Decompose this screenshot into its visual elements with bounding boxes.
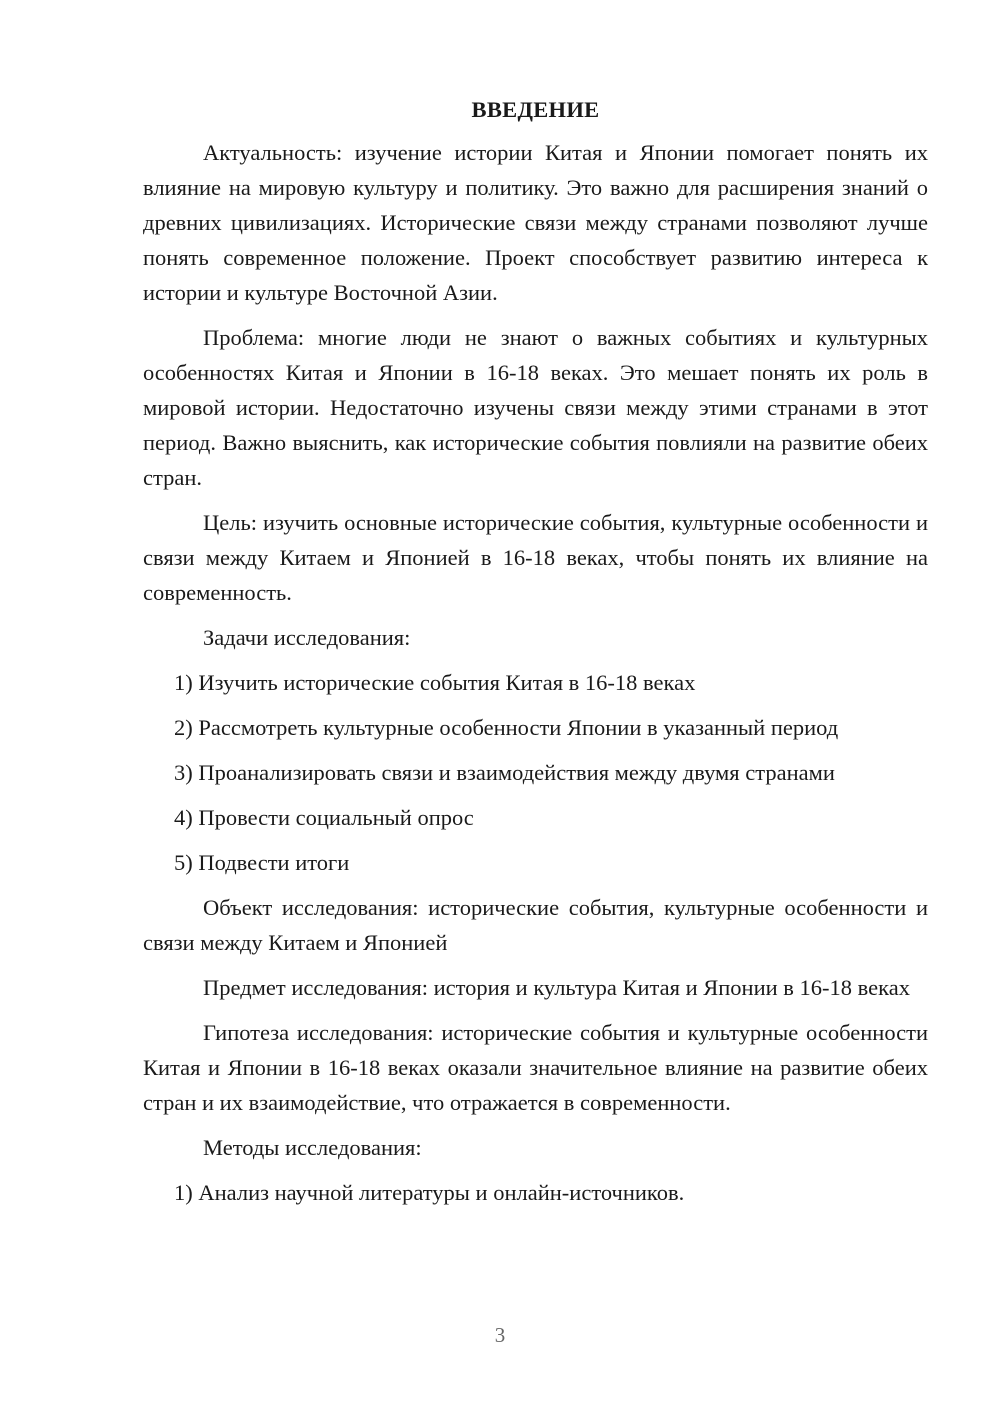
subject-paragraph: Предмет исследования: история и культура Китая и Японии в 16-18 веках <box>203 975 910 1000</box>
task-item: 4) Провести социальный опрос <box>174 805 474 830</box>
relevance-paragraph: Актуальность: изучение истории Китая и Японии помогает понять их влияние на мировую культуру и политику. Это важно для расширения знаний о древних цивилизациях. Исторические связи между странами позволяют лучше понять современное положение. Проект способствует развитию интереса к истории и культуре Восточной Азии. <box>143 140 928 305</box>
goal-paragraph: Цель: изучить основные исторические события, культурные особенности и связи между Китаем и Японией в 16-18 веках, чтобы понять их влияние на современность. <box>143 510 928 605</box>
section-title: ВВЕДЕНИЕ <box>471 97 600 122</box>
tasks-heading: Задачи исследования: <box>203 625 411 650</box>
task-item: 1) Изучить исторические события Китая в 16-18 веках <box>174 670 696 695</box>
method-item: 1) Анализ научной литературы и онлайн-источников. <box>174 1180 685 1205</box>
task-item: 2) Рассмотреть культурные особенности Японии в указанный период <box>174 715 839 740</box>
document-page <box>143 95 928 1220</box>
page-number: 3 <box>494 1323 506 1347</box>
methods-heading: Методы исследования: <box>203 1135 422 1160</box>
object-paragraph: Объект исследования: исторические события, культурные особенности и связи между Китаем и Японией <box>143 895 928 955</box>
task-item: 5) Подвести итоги <box>174 850 350 875</box>
problem-paragraph: Проблема: многие люди не знают о важных событиях и культурных особенностях Китая и Японии в 16-18 веках. Это мешает понять их роль в мировой истории. Недостаточно изучены связи между этими странами в этот период. Важно выяснить, как исторические события повлияли на развитие обеих стран. <box>143 325 928 490</box>
task-item: 3) Проанализировать связи и взаимодействия между двумя странами <box>174 760 835 785</box>
hypothesis-paragraph: Гипотеза исследования: исторические события и культурные особенности Китая и Японии в 16-18 веках оказали значительное влияние на развитие обеих стран и их взаимодействие, что отражается в современности. <box>143 1020 928 1115</box>
